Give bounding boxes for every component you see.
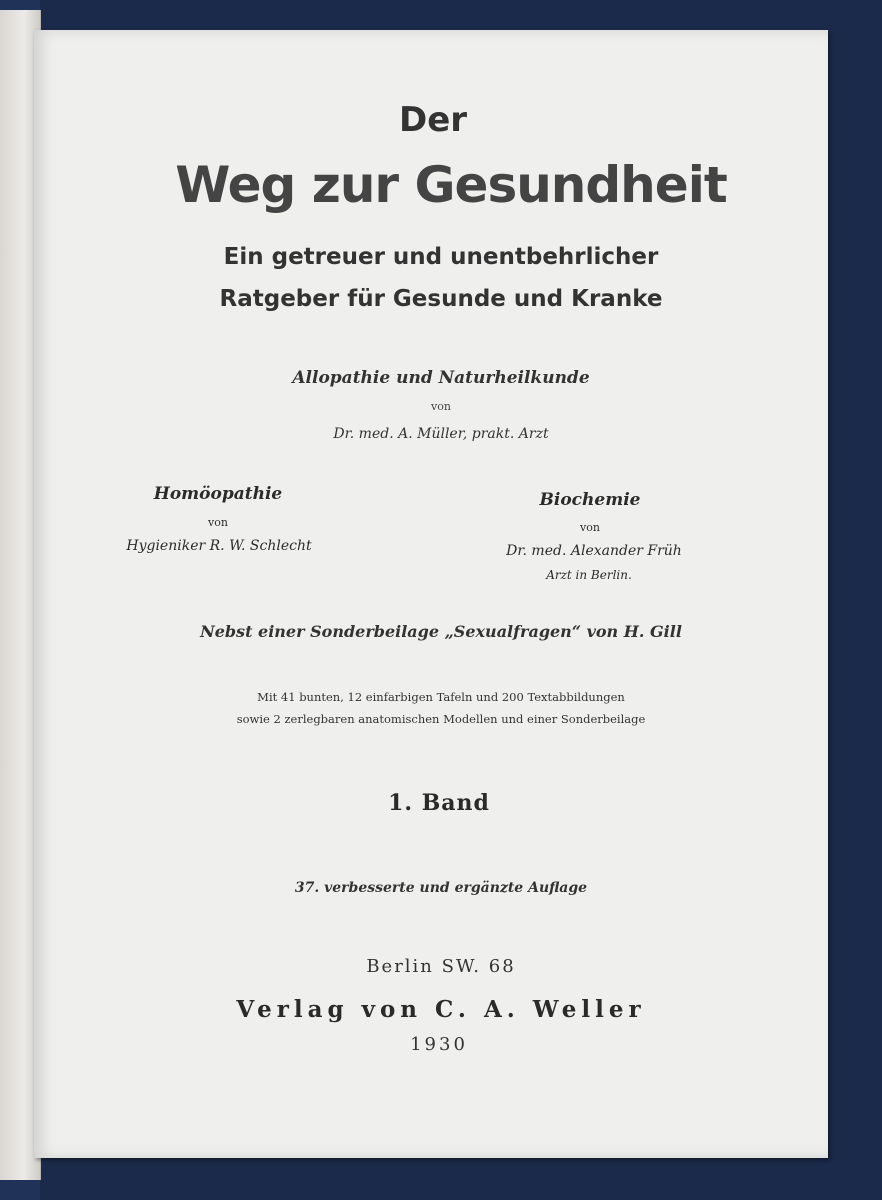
edition-note: 37. verbesserte und ergänzte Auflage [294, 880, 588, 896]
author-frueh: Dr. med. Alexander Früh [506, 543, 682, 559]
volume-number: 1. Band [388, 790, 490, 816]
title-page [34, 30, 828, 1158]
subtitle-line-2: Ratgeber für Gesunde und Kranke [219, 286, 663, 312]
illustrations-line-1: Mit 41 bunten, 12 einfarbigen Tafeln und 200 Textabbildungen [257, 690, 625, 704]
von-label: von [431, 400, 451, 413]
publisher-name: Verlag von C. A. Weller [236, 996, 646, 1023]
subtitle-line-1: Ein getreuer und unentbehrlicher [223, 244, 659, 270]
von-label: von [580, 521, 600, 534]
von-label: von [208, 516, 228, 529]
section-biochemie: Biochemie [539, 490, 641, 510]
illustrations-line-2: sowie 2 zerlegbaren anatomischen Modellen und einer Sonderbeilage [236, 712, 646, 726]
author-schlecht: Hygieniker R. W. Schlecht [126, 538, 312, 554]
section-homoeopathie: Homöopathie [153, 484, 283, 504]
section-allopathie: Allopathie und Naturheilkunde [292, 368, 590, 388]
publication-year: 1930 [410, 1034, 468, 1055]
book-title: Weg zur Gesundheit [175, 156, 727, 214]
title-article: Der [398, 100, 468, 140]
supplement-note: Nebst einer Sonderbeilage „Sexualfragen“ von H. Gill [200, 622, 682, 641]
publisher-place: Berlin SW. 68 [366, 956, 516, 977]
author-mueller: Dr. med. A. Müller, prakt. Arzt [333, 426, 549, 442]
author-frueh-location: Arzt in Berlin. [546, 568, 632, 582]
